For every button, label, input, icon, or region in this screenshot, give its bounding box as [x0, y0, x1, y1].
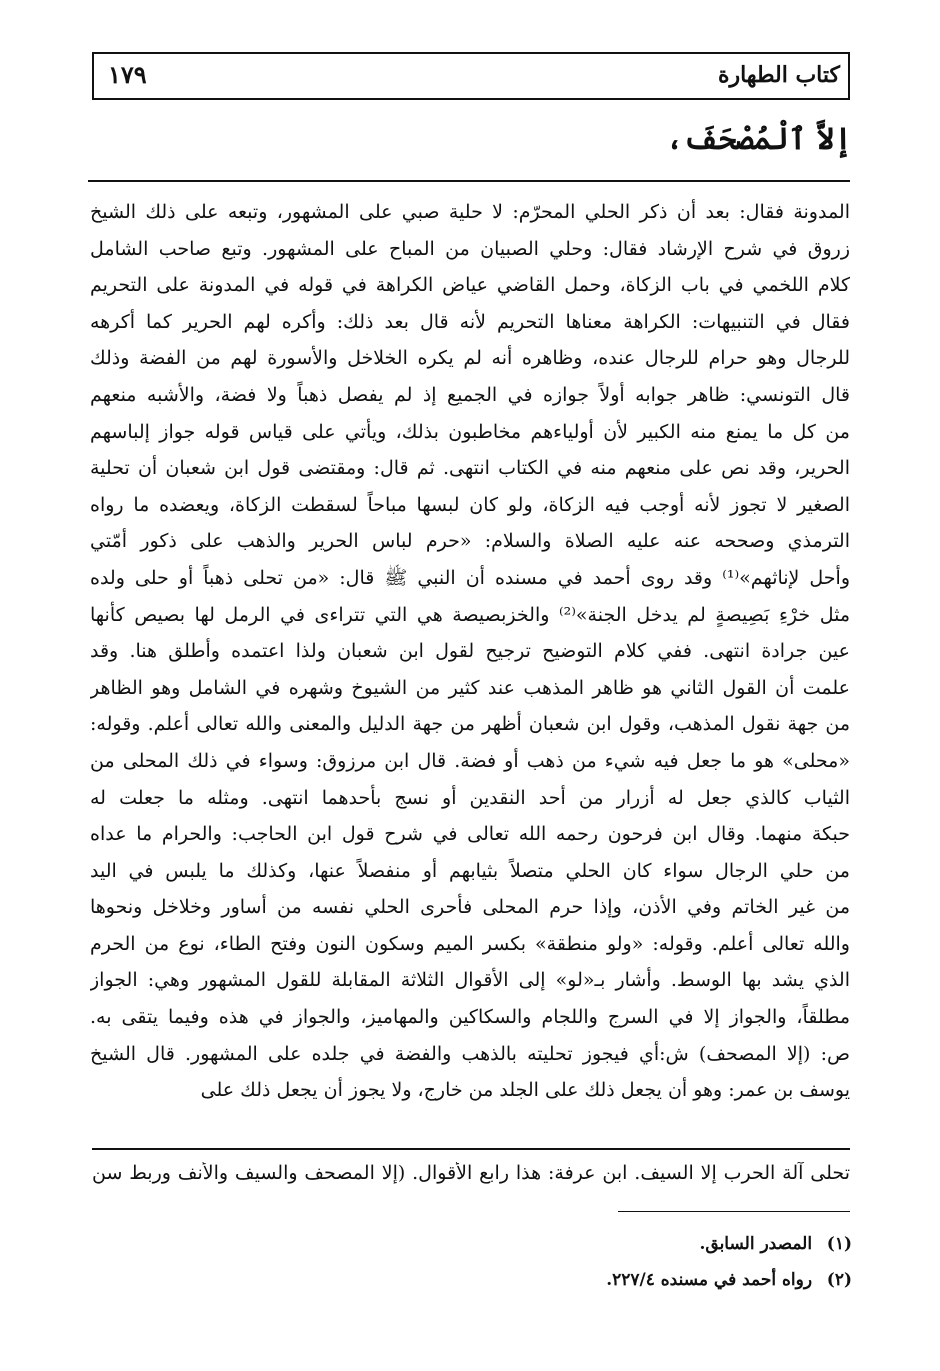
middle-divider: [92, 1148, 850, 1150]
commentary-line: عين جرادة انتهى. ففي كلام التوضيح ترجيح لقول ابن شعبان ولذا اعتمده وأطلق هنا. وقد: [90, 640, 850, 663]
book-title: كتاب الطهارة: [717, 62, 840, 88]
commentary-line: الحرير، وقد نص على منعهم منه في الكتاب انتهى. ثم قال: ومقتضى قول ابن شعبان أن تحلية: [90, 457, 850, 480]
commentary-line: مثل خرْءِ بَصِيصةٍ لم يدخل الجنة»⁽²⁾ والخزبصيصة هي التي تتراءى في الرمل لها بصيص كأنها: [90, 603, 850, 626]
commentary-line: من حلي الرجال سواء كان الحلي متصلاً بثيابهم أو منفصلاً عنها، وكذلك ما يلبس في اليد: [90, 859, 850, 882]
commentary-line: الثياب كالذي جعل له أزرار من أحد النقدين أو نسج بأحدهما انتهى. ومثله ما جعلت له: [90, 786, 850, 809]
commentary-line: قال التونسي: ظاهر جوابه أولاً جوازه في الجميع إذ لم يفصل ذهباً ولا فضة، والأشبه منعهم: [90, 383, 850, 406]
commentary-line: للرجال وهو حرام للرجال عنده، وظاهره أنه لم يكره الخلاخل والأسورة لهم من الفضة وذلك: [90, 347, 850, 370]
footnote-text: المصدر السابق.: [699, 1234, 813, 1254]
commentary-line: حبكة منهما. وقال ابن فرحون رحمه الله تعالى في شرح قول ابن الحاجب: والحرام ما عداه: [90, 823, 850, 846]
commentary-line: من جهة نقول المذهب، وقول ابن شعبان أظهر من جهة الدليل والمعنى والله تعالى أعلم. وقوله:: [90, 713, 850, 736]
commentary-line: يوسف بن عمر: وهو أن يجعل ذلك على الجلد من خارج، ولا يجوز أن يجعل ذلك على: [200, 1079, 850, 1102]
commentary-line: وأحل لإناثهم»⁽¹⁾ وقد روى أحمد في مسنده أن النبي ﷺ قال: «من تحلى ذهباً أو حلى ولده: [90, 566, 850, 589]
page-header: [92, 52, 850, 100]
footnotes: [606, 1226, 852, 1298]
footnote-item: [606, 1262, 852, 1298]
matn-text: إلاَّ ٱلْمُصْحَفَ،: [665, 122, 852, 157]
commentary-line: مطلقاً، والجواز إلا في السرج واللجام والسكاكين والمهاميز، والجواز في هذه وفيما يتقى به.: [90, 1006, 850, 1029]
footnote-item: [606, 1226, 852, 1262]
commentary-line: الترمذي وصححه عنه عليه الصلاة والسلام: «حرم لباس الحرير والذهب على ذكور أمّتي: [90, 530, 850, 553]
commentary-line: من غير الخاتم وفي الأذن، وإذا حرم المحلى فأحرى الحلي نفسه من أساور وخلاخل ونحوها: [90, 896, 850, 919]
commentary-line: الصغير لا تجوز لأنه أوجب فيه الزكاة، ولو كان لبسها مباحاً لسقطت الزكاة، ويعضده ما رواه: [90, 493, 850, 516]
commentary-line: من كل ما يمنع منه الكبير لأن أولياءهم مخاطبون بذلك، ويأتي على قياس قوله جواز إلباسهم: [90, 420, 850, 443]
page-number: ١٧٩: [108, 60, 147, 89]
commentary-line: كلام اللخمي في باب الزكاة، وحمل القاضي عياض الكراهة في قوله في المدونة على التحريم: [90, 274, 850, 297]
commentary-line: زروق في شرح الإرشاد فقال: وحلي الصبيان من المباح على المشهور. وتبع صاحب الشامل: [90, 237, 850, 260]
commentary-line: علمت أن القول الثاني هو ظاهر المذهب عند كثير من الشيوخ وشهره في الشامل وهو الظاهر: [90, 676, 850, 699]
footnote-number: (٢): [826, 1270, 852, 1290]
commentary-line: ص: (إلا المصحف) ش:أي فيجوز تحليته بالذهب والفضة في جلده على المشهور. قال الشيخ: [90, 1042, 850, 1065]
top-divider: [88, 180, 850, 182]
footnote-number: (١): [826, 1234, 852, 1254]
lower-commentary: تحلى آلة الحرب إلا السيف. ابن عرفة: هذا رابع الأقوال. (إلا المصحف والسيف والأنف وربط سن: [92, 1162, 850, 1184]
commentary-line: المدونة فقال: بعد أن ذكر الحلي المحرّم: لا حلية صبي على المشهور، وتبعه على ذلك الشيخ: [90, 201, 850, 223]
commentary-line: «محلى» هو ما جعل فيه شيء من ذهب أو فضة. قال ابن مرزوق: وسواء في ذلك المحلى من: [90, 749, 850, 772]
commentary-line: والله تعالى أعلم. وقوله: «ولو منطقة» بكسر الميم وسكون النون وفتح الطاء، نوع من الحرم: [90, 932, 850, 955]
commentary-line: فقال في التنبيهات: الكراهة معناها التحريم لأنه قال بعد ذلك: وأكره لهم الحرير كما أكرهه: [90, 310, 850, 333]
footnote-text: رواه أحمد في مسنده ٢٢٧/٤.: [606, 1270, 813, 1290]
commentary-body: [90, 194, 850, 1109]
footnote-divider: [618, 1211, 850, 1212]
commentary-line: الذي يشد بها الوسط. وأشار بـ«لو» إلى الأقوال الثلاثة المقابلة للقول المشهور وهي: الجواز: [90, 969, 850, 992]
